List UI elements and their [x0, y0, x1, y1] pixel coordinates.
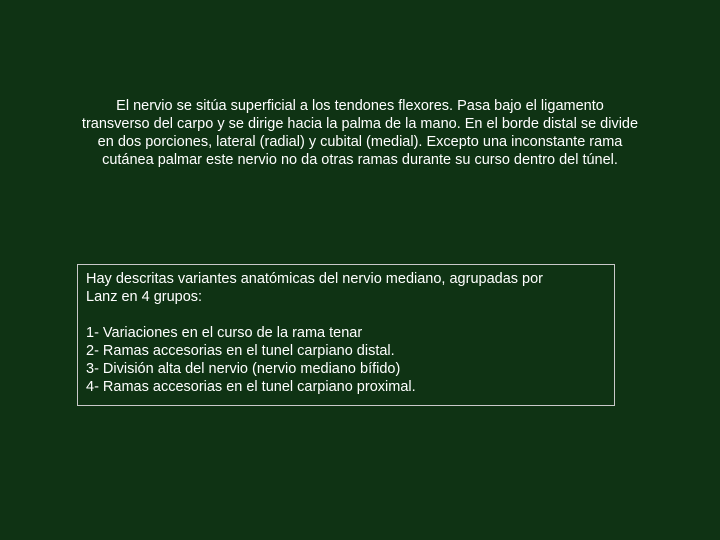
- intro-line: transverso del carpo y se dirige hacia la palma de la mano. En el borde distal se divide: [81, 116, 639, 132]
- variants-intro-line: Lanz en 4 grupos:: [86, 289, 203, 305]
- list-item: 1- Variaciones en el curso de la rama tenar: [86, 325, 363, 341]
- spacer: [86, 306, 606, 324]
- intro-line: El nervio se sitúa superficial a los tendones flexores. Pasa bajo el ligamento: [116, 98, 604, 114]
- list-item: 3- División alta del nervio (nervio mediano bífido): [86, 361, 401, 377]
- variants-intro-line: Hay descritas variantes anatómicas del nervio mediano, agrupadas por: [86, 271, 543, 287]
- list-item: 4- Ramas accesorias en el tunel carpiano proximal.: [86, 379, 416, 395]
- list-item: 2- Ramas accesorias en el tunel carpiano distal.: [86, 343, 395, 359]
- intro-paragraph: [40, 97, 680, 169]
- variants-list: [86, 324, 606, 396]
- intro-line: cutánea palmar este nervio no da otras ramas durante su curso dentro del túnel.: [102, 152, 618, 168]
- variants-box: [77, 264, 615, 406]
- intro-line: en dos porciones, lateral (radial) y cubital (medial). Excepto una inconstante rama: [97, 134, 623, 150]
